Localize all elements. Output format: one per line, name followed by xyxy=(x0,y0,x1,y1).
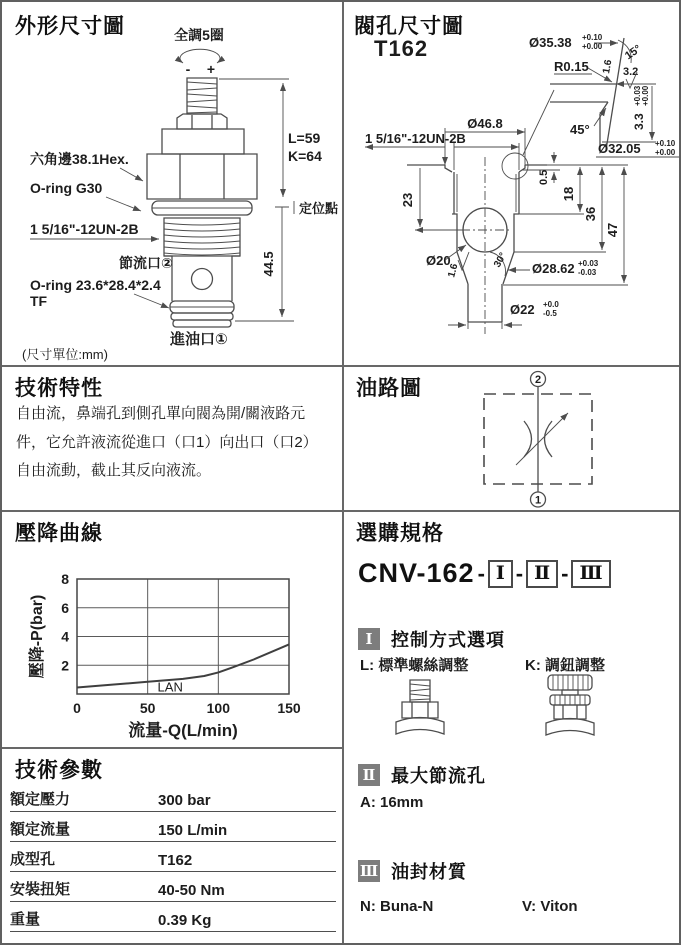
param-row xyxy=(10,812,336,842)
dim-d3538-t2: +0.00 xyxy=(582,42,603,51)
param-label: 額定流量 xyxy=(10,821,71,838)
model-code-box-1: Ⅰ xyxy=(488,560,513,588)
svg-text:6: 6 xyxy=(61,599,69,616)
outline-drawing xyxy=(2,2,342,365)
screw-adjust-icon xyxy=(390,678,450,742)
params-title: 技術參數 xyxy=(15,759,103,782)
svg-text:LAN: LAN xyxy=(157,679,183,695)
dim-d3205-t2: +0.00 xyxy=(655,148,676,157)
dim-d468: Ø46.8 xyxy=(467,116,503,131)
dim-44-5: 44.5 xyxy=(261,251,276,277)
model-dash: - xyxy=(515,560,524,586)
subsection-orifice-heading xyxy=(358,762,486,788)
option-A: A: 16mm xyxy=(360,794,424,811)
dim-d3538: Ø35.38 xyxy=(529,35,572,50)
svg-text:0: 0 xyxy=(73,700,81,716)
dim-K: K=64 xyxy=(288,148,322,164)
dim-d3205: Ø32.05 xyxy=(598,141,641,156)
param-row xyxy=(10,872,336,902)
model-dash: - xyxy=(477,560,485,586)
param-value: T162 xyxy=(158,852,193,869)
dim-47: 47 xyxy=(605,222,620,238)
svg-text:2: 2 xyxy=(61,657,69,674)
circuit-title: 油路圖 xyxy=(356,377,422,400)
param-label: 成型孔 xyxy=(10,851,56,868)
dim-d2862-t2: -0.03 xyxy=(578,268,597,277)
dim-d22-t2: -0.5 xyxy=(543,309,557,318)
dim-d3205-t1: +0.10 xyxy=(655,139,676,148)
order-title: 選購規格 xyxy=(356,522,444,545)
angle-45: 45° xyxy=(570,122,590,137)
param-row xyxy=(10,902,336,932)
outline-title: 外形尺寸圖 xyxy=(15,15,125,38)
cavity-title: 閥孔尺寸圖 xyxy=(354,15,464,38)
marker-box-1: Ⅰ xyxy=(358,628,380,650)
cavity-model: T162 xyxy=(374,36,429,61)
dim-d3538-t1: +0.10 xyxy=(582,33,603,42)
oring-tf-label: O-ring 23.6*28.4*2.4 xyxy=(30,277,161,293)
dim-d20: Ø20 xyxy=(426,253,451,268)
dim-23: 23 xyxy=(400,192,415,208)
model-dash: - xyxy=(561,560,569,586)
param-value: 150 L/min xyxy=(158,822,228,839)
rough-1-6-b: 1.6 xyxy=(446,262,461,279)
dim-3-3: 3.3 xyxy=(632,113,646,130)
locating-point-label: 定位點 xyxy=(299,201,339,216)
option-N: N: Buna-N xyxy=(360,898,434,915)
model-prefix: CNV-162 xyxy=(358,558,475,588)
svg-text:50: 50 xyxy=(139,700,156,716)
cavity-drawing xyxy=(342,2,681,365)
svg-text:壓降-P(bar): 壓降-P(bar) xyxy=(29,594,46,679)
circuit-port-1: 1 xyxy=(534,494,542,507)
circuit-port-2: 2 xyxy=(534,374,542,386)
throttle-port-label: 節流口② xyxy=(119,255,173,271)
dim-3-3-t1: +0.03 xyxy=(633,85,642,106)
dim-d22: Ø22 xyxy=(510,302,535,317)
pressure-drop-chart xyxy=(2,510,342,748)
svg-text:4: 4 xyxy=(61,628,69,645)
dim-d22-t1: +0.0 xyxy=(543,300,559,309)
features-title: 技術特性 xyxy=(15,377,103,400)
angle-15: 15° xyxy=(623,42,644,63)
rough-1-6-a: 1.6 xyxy=(601,58,615,75)
circuit-diagram xyxy=(342,365,681,510)
minus-label: - xyxy=(185,61,191,77)
oring-tf-label-2: TF xyxy=(30,293,48,309)
param-value: 300 bar xyxy=(158,792,211,809)
model-code-box-2: Ⅱ xyxy=(526,560,558,588)
angle-30: 30° xyxy=(492,250,510,270)
hex-label: 六角邊38.1Hex. xyxy=(30,151,129,167)
rough-3-2: 3.2 xyxy=(623,66,639,78)
inlet-port-label: 進油口① xyxy=(170,331,228,348)
thread-label: 1 5/16"-12UN-2B xyxy=(30,221,139,237)
option-L: L: 標準螺絲調整 xyxy=(360,657,469,674)
dim-r015: R0.15 xyxy=(554,59,589,74)
svg-text:150: 150 xyxy=(277,700,301,716)
param-value: 0.39 Kg xyxy=(158,912,212,929)
marker-box-3: Ⅲ xyxy=(358,860,380,882)
subsection-control-heading xyxy=(358,626,505,652)
plus-label: + xyxy=(206,61,216,77)
param-row xyxy=(10,782,336,812)
param-label: 重量 xyxy=(10,911,41,928)
param-value: 40-50 Nm xyxy=(158,882,225,899)
model-code-box-3: Ⅲ xyxy=(571,560,610,588)
dim-18: 18 xyxy=(561,186,576,202)
cavity-thread-label: 1 5/16"-12UN-2B xyxy=(365,131,466,146)
marker-box-2: Ⅱ xyxy=(358,764,380,786)
svg-text:100: 100 xyxy=(206,700,231,716)
knob-adjust-icon xyxy=(540,674,600,748)
subsection-seal-heading xyxy=(358,858,467,884)
param-label: 安裝扭矩 xyxy=(10,881,71,898)
subsection-seal-label: 油封材質 xyxy=(391,862,467,882)
adjust-turns-label: 全調5圈 xyxy=(174,27,224,43)
params-table xyxy=(10,782,336,932)
features-body: 自由流，鼻端孔到側孔單向閥為開/關液路元件，它允許液流從進口（口1）向出口（口2）自由流動，截止其反向液流。 xyxy=(16,405,318,479)
model-code xyxy=(358,558,611,589)
dim-L: L=59 xyxy=(288,130,321,146)
param-row xyxy=(10,842,336,872)
dim-36: 36 xyxy=(583,206,598,222)
dim-0-5: 0.5 xyxy=(538,169,550,185)
curve-title: 壓降曲線 xyxy=(15,522,103,545)
option-V: V: Viton xyxy=(522,898,578,915)
oring-g30-label: O-ring G30 xyxy=(30,180,103,196)
param-label: 額定壓力 xyxy=(10,791,71,808)
option-K: K: 調鈕調整 xyxy=(525,657,605,674)
dim-d2862-t1: +0.03 xyxy=(578,259,599,268)
svg-text:8: 8 xyxy=(61,571,69,587)
subsection-orifice-label: 最大節流孔 xyxy=(391,766,486,786)
unit-note: (尺寸單位:mm) xyxy=(22,347,108,362)
svg-text:流量-Q(L/min): 流量-Q(L/min) xyxy=(128,721,238,740)
dim-3-3-t2: +0.00 xyxy=(641,85,650,106)
subsection-control-label: 控制方式選項 xyxy=(391,630,505,650)
dim-d2862: Ø28.62 xyxy=(532,261,575,276)
